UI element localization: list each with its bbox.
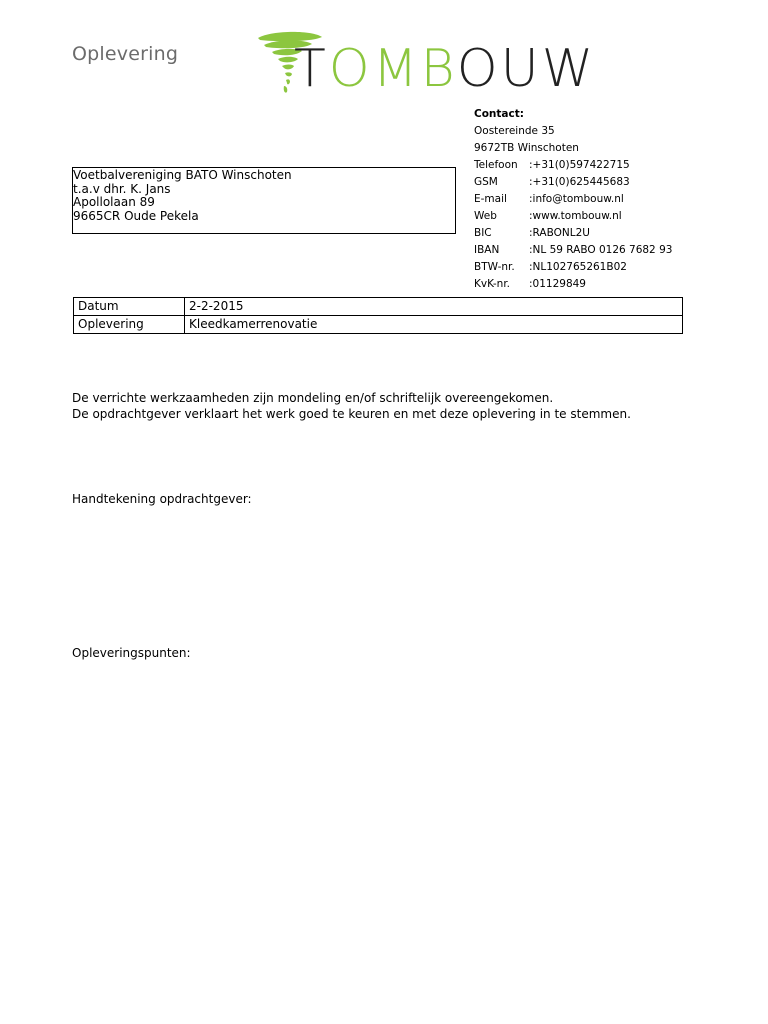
table-cell-value: 2-2-2015 <box>185 298 683 316</box>
contact-value: :NL102765261B02 <box>529 261 627 273</box>
contact-value: :info@tombouw.nl <box>529 193 624 205</box>
contact-value: :www.tombouw.nl <box>529 210 622 222</box>
contact-label: GSM <box>474 176 498 188</box>
contact-row-bic <box>474 225 672 242</box>
recipient-address-box <box>72 167 456 234</box>
contact-heading: Contact: <box>474 108 524 120</box>
document-title: Oplevering <box>72 43 179 65</box>
contact-value: :+31(0)597422715 <box>529 159 630 171</box>
table-cell-label: Oplevering <box>74 316 185 334</box>
contact-row-kvk <box>474 276 672 293</box>
logo-letter-b: B <box>420 39 457 99</box>
contact-row-web <box>474 208 672 225</box>
contact-label: E-mail <box>474 193 507 205</box>
contact-value: :NL 59 RABO 0126 7682 93 <box>529 244 673 256</box>
statement-line: De opdrachtgever verklaart het werk goed te keuren en met deze oplevering in te stemmen. <box>72 407 631 421</box>
logo-letters-om: OM <box>328 39 421 99</box>
tombouw-logo <box>252 28 682 100</box>
contact-row-email <box>474 191 672 208</box>
address-line: t.a.v dhr. K. Jans <box>73 181 171 196</box>
tombouw-logo-graphic <box>252 28 682 100</box>
contact-row-gsm <box>474 174 672 191</box>
contact-value: :01129849 <box>529 278 586 290</box>
table-cell-value: Kleedkamerrenovatie <box>185 316 683 334</box>
info-table <box>73 297 683 334</box>
logo-letter-t: T <box>294 39 329 99</box>
address-line: Voetbalvereniging BATO Winschoten <box>73 168 292 182</box>
contact-street: Oostereinde 35 <box>474 125 555 137</box>
signature-label: Handtekening opdrachtgever: <box>72 492 252 506</box>
table-row <box>74 316 683 334</box>
contact-value: :RABONL2U <box>529 227 590 239</box>
contact-label: IBAN <box>474 244 500 256</box>
statement-line: De verrichte werkzaamheden zijn mondeling en/of schriftelijk overeengekomen. <box>72 391 554 405</box>
address-line: 9665CR Oude Pekela <box>73 208 199 223</box>
table-cell-label: Datum <box>74 298 185 316</box>
contact-label: Telefoon <box>474 159 518 171</box>
delivery-points-label: Opleveringspunten: <box>72 646 191 660</box>
contact-row-btw <box>474 259 672 276</box>
contact-value: :+31(0)625445683 <box>529 176 630 188</box>
statement-paragraph <box>72 390 631 422</box>
contact-row-phone <box>474 157 672 174</box>
contact-label: KvK-nr. <box>474 278 511 290</box>
contact-block <box>474 106 672 293</box>
address-line: Apollolaan 89 <box>73 195 155 209</box>
contact-label: BIC <box>474 227 492 239</box>
contact-row-iban <box>474 242 672 259</box>
contact-postal-city: 9672TB Winschoten <box>474 142 579 154</box>
contact-label: Web <box>474 210 497 222</box>
contact-label: BTW-nr. <box>474 261 515 273</box>
svg-text:TOMBOUW <box>294 39 596 99</box>
table-row <box>74 298 683 316</box>
logo-letters-ouw: OUW <box>456 39 597 99</box>
